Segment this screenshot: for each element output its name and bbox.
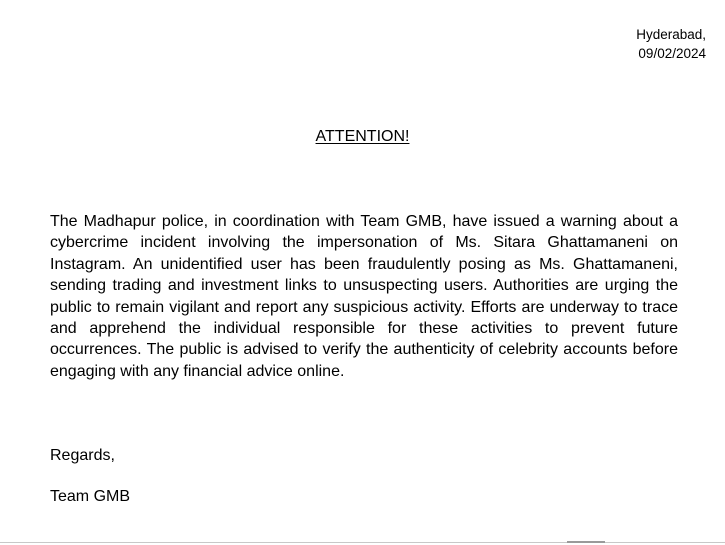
page-bottom-border	[0, 542, 725, 543]
scroll-indicator	[567, 541, 605, 543]
notice-title	[0, 127, 725, 147]
dateline	[636, 25, 706, 63]
signature-text: Team GMB	[50, 488, 131, 505]
notice-body: The Madhapur police, in coordination with Team GMB, have issued a warning about a cybercrime incident involving the impersonation of Ms. Sitara Ghattamaneni on Instagram. An unidentified user has been fraudulently posing as Ms. Ghattamaneni, sending trading and investment links to unsuspecting users. Authorities are urging the public to remain vigilant and report any suspicious activity. Efforts are underway to trace and apprehend the individual responsible for these activities to prevent future occurrences. The public is advised to verify the authenticity of celebrity accounts before engaging with any financial advice online.	[50, 213, 678, 380]
closing-text: Regards,	[50, 447, 115, 464]
location-text: Hyderabad,	[636, 27, 706, 42]
date-text: 09/02/2024	[638, 46, 706, 61]
notice-title-text: ATTENTION!	[315, 128, 410, 145]
